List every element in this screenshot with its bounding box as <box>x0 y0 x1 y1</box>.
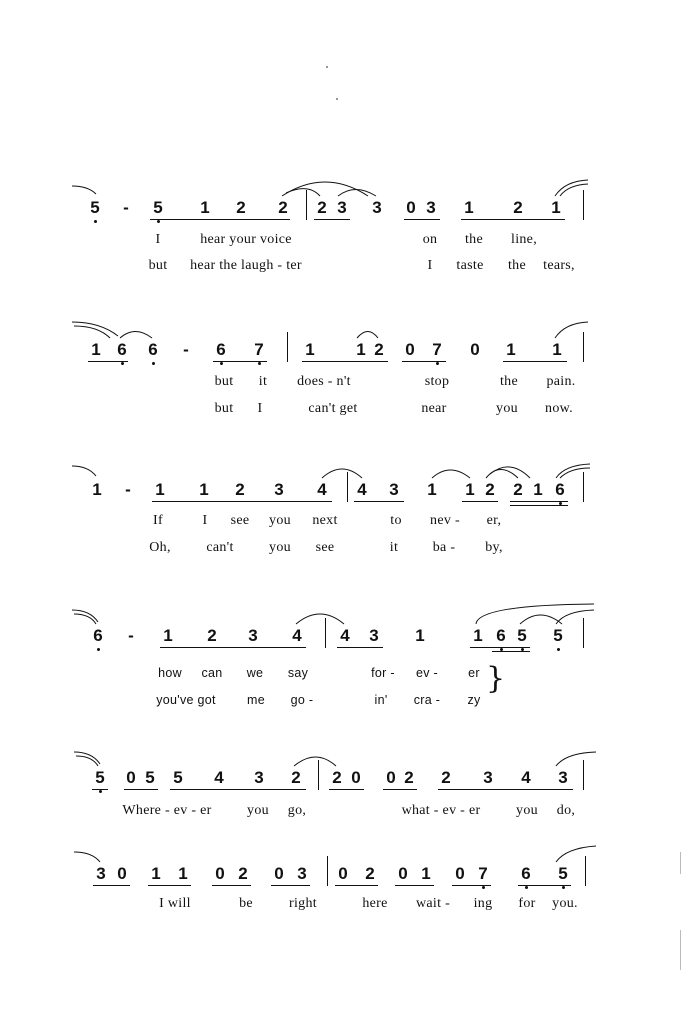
lyric: the <box>507 258 527 273</box>
note: 1 <box>199 480 209 499</box>
note: 1 <box>552 340 562 359</box>
lyric: er <box>468 666 480 680</box>
note: 6 <box>148 340 158 359</box>
beat-underline <box>462 501 498 502</box>
lyric: hear your voice <box>200 232 292 247</box>
note: 0 <box>406 198 416 217</box>
bar-line <box>347 472 348 502</box>
note: 0 <box>470 340 480 359</box>
note: 1 <box>92 480 102 499</box>
lyric: the <box>464 232 484 247</box>
note: 2 <box>278 198 288 217</box>
note: 0 <box>398 864 408 883</box>
note: 6 <box>555 480 565 499</box>
lyric: now. <box>545 401 573 416</box>
lyric: next <box>312 513 338 528</box>
note: 5 <box>90 198 100 217</box>
beat-underline <box>337 647 383 648</box>
beat-underline <box>93 885 130 886</box>
bar-line <box>583 472 584 502</box>
note: 1 <box>427 480 437 499</box>
beat-underline <box>88 361 128 362</box>
note: 0 <box>455 864 465 883</box>
lyric: in' <box>374 693 388 707</box>
lyric: If <box>153 513 163 528</box>
note: 6 <box>496 626 506 645</box>
lyric: stop <box>424 374 450 389</box>
beat-underline <box>492 651 530 652</box>
lyric: hear the laugh - ter <box>190 258 302 273</box>
lyric: ing <box>473 896 493 911</box>
beat-underline <box>150 219 290 220</box>
lyric: tears, <box>543 258 575 273</box>
beat-underline <box>271 885 310 886</box>
lyric: see <box>315 540 335 555</box>
beat-underline <box>395 885 434 886</box>
lyric: for - <box>371 666 395 680</box>
lyric: nev - <box>430 513 460 528</box>
note: 0 <box>351 768 361 787</box>
note: 1 <box>91 340 101 359</box>
beat-underline <box>152 501 332 502</box>
note: 3 <box>426 198 436 217</box>
note: 7 <box>432 340 442 359</box>
note: 4 <box>357 480 367 499</box>
lyric: zy <box>467 693 481 707</box>
note: 1 <box>464 198 474 217</box>
beat-underline <box>461 219 565 220</box>
note: 1 <box>200 198 210 217</box>
beat-underline <box>302 361 388 362</box>
note: 5 <box>145 768 155 787</box>
note: 6 <box>216 340 226 359</box>
low-octave-dot <box>121 362 124 365</box>
note: 3 <box>372 198 382 217</box>
lyric: you <box>269 513 291 528</box>
lyric: pain. <box>546 374 576 389</box>
bar-line <box>287 332 288 362</box>
note: 5 <box>95 768 105 787</box>
note: 1 <box>163 626 173 645</box>
note: 3 <box>558 768 568 787</box>
note: 2 <box>291 768 301 787</box>
note: 1 <box>473 626 483 645</box>
scan-edge-line <box>680 852 681 874</box>
bar-line <box>318 760 319 790</box>
lyric: do, <box>556 803 576 818</box>
scan-speck <box>336 98 338 100</box>
lyric: you <box>247 803 269 818</box>
beat-underline <box>452 885 491 886</box>
lyric: can't <box>206 540 234 555</box>
note: 4 <box>340 626 350 645</box>
bar-line <box>325 618 326 648</box>
low-octave-dot <box>94 220 97 223</box>
low-octave-dot <box>436 362 439 365</box>
lyric: er, <box>486 513 502 528</box>
note: 2 <box>513 198 523 217</box>
beat-underline <box>402 361 446 362</box>
lyric: ev - <box>415 666 439 680</box>
note: 3 <box>297 864 307 883</box>
lyric: see <box>230 513 250 528</box>
beat-underline <box>470 647 530 648</box>
note: 4 <box>521 768 531 787</box>
lyric: line, <box>511 232 537 247</box>
note: 2 <box>236 198 246 217</box>
note: 1 <box>506 340 516 359</box>
note: 2 <box>238 864 248 883</box>
lyric: near <box>421 401 447 416</box>
note: 2 <box>374 340 384 359</box>
lyric: can <box>201 666 223 680</box>
lyric: you <box>496 401 518 416</box>
note: 1 <box>305 340 315 359</box>
beat-underline <box>124 789 158 790</box>
low-octave-dot <box>97 648 100 651</box>
note: 2 <box>317 198 327 217</box>
note: 0 <box>386 768 396 787</box>
lyric: ba - <box>432 540 456 555</box>
note: 3 <box>369 626 379 645</box>
note: 2 <box>404 768 414 787</box>
lyric: I <box>202 513 208 528</box>
note: 3 <box>274 480 284 499</box>
note: 3 <box>248 626 258 645</box>
beat-underline <box>160 647 306 648</box>
note: 2 <box>485 480 495 499</box>
lyric: you <box>516 803 538 818</box>
lyric: be <box>239 896 253 911</box>
note: 4 <box>317 480 327 499</box>
beat-underline <box>314 219 350 220</box>
lyric: you've got <box>156 693 216 707</box>
beat-underline <box>383 789 417 790</box>
note: 6 <box>93 626 103 645</box>
low-octave-dot <box>557 648 560 651</box>
note: 6 <box>117 340 127 359</box>
lyric: me <box>247 693 265 707</box>
beat-underline <box>335 885 378 886</box>
lyric: to <box>390 513 402 528</box>
lyric: say <box>287 666 309 680</box>
lyric: on <box>422 232 438 247</box>
note: 1 <box>533 480 543 499</box>
beat-underline <box>213 361 267 362</box>
scan-edge-line <box>680 930 681 970</box>
dash: - <box>125 480 131 499</box>
dash: - <box>128 626 134 645</box>
beat-underline <box>92 789 108 790</box>
lyric: does - n't <box>297 374 351 389</box>
dash: - <box>123 198 129 217</box>
lyric: it <box>258 374 268 389</box>
note: 0 <box>215 864 225 883</box>
lyric: wait - <box>415 896 451 911</box>
low-octave-dot <box>99 790 102 793</box>
low-octave-dot <box>562 886 565 889</box>
lyric: you <box>269 540 291 555</box>
low-octave-dot <box>482 886 485 889</box>
low-octave-dot <box>258 362 261 365</box>
note: 3 <box>254 768 264 787</box>
lyric: go, <box>287 803 307 818</box>
note: 7 <box>254 340 264 359</box>
low-octave-dot <box>220 362 223 365</box>
beat-underline <box>329 789 364 790</box>
note: 3 <box>483 768 493 787</box>
note: 0 <box>126 768 136 787</box>
bar-line <box>327 856 328 886</box>
note: 5 <box>553 626 563 645</box>
beat-underline <box>170 789 306 790</box>
lyric: I <box>427 258 433 273</box>
dash: - <box>183 340 189 359</box>
lyric: I <box>155 232 161 247</box>
scan-speck <box>326 66 328 68</box>
bar-line <box>585 856 586 886</box>
note: 1 <box>415 626 425 645</box>
lyric: I will <box>159 896 191 911</box>
note: 1 <box>421 864 431 883</box>
note: 2 <box>332 768 342 787</box>
bar-line <box>583 190 584 220</box>
note: 2 <box>513 480 523 499</box>
lyric: can't get <box>308 401 358 416</box>
note: 3 <box>389 480 399 499</box>
note: 1 <box>551 198 561 217</box>
lyric: we <box>246 666 264 680</box>
note: 3 <box>337 198 347 217</box>
note: 2 <box>441 768 451 787</box>
bar-line <box>306 190 307 220</box>
low-octave-dot <box>157 220 160 223</box>
low-octave-dot <box>152 362 155 365</box>
note: 5 <box>517 626 527 645</box>
lyric: for <box>518 896 536 911</box>
lyric: what - ev - er <box>401 803 481 818</box>
beat-underline <box>354 501 404 502</box>
note: 1 <box>356 340 366 359</box>
lyric: cra - <box>413 693 441 707</box>
note: 0 <box>117 864 127 883</box>
lyric: here <box>362 896 388 911</box>
lyric: how <box>158 666 182 680</box>
note: 1 <box>465 480 475 499</box>
beat-underline <box>518 885 571 886</box>
note: 2 <box>207 626 217 645</box>
beat-underline <box>503 361 567 362</box>
lyric: go - <box>290 693 314 707</box>
note: 6 <box>521 864 531 883</box>
note: 4 <box>292 626 302 645</box>
lyric: but <box>214 401 234 416</box>
lyric: Oh, <box>149 540 171 555</box>
bar-line <box>583 332 584 362</box>
lyric: Where - ev - er <box>122 803 212 818</box>
note: 4 <box>214 768 224 787</box>
beat-underline <box>404 219 440 220</box>
beat-underline <box>212 885 251 886</box>
lyric: you. <box>552 896 578 911</box>
note: 1 <box>155 480 165 499</box>
bar-line <box>583 760 584 790</box>
lyric: but <box>214 374 234 389</box>
lyric: the <box>499 374 519 389</box>
note: 2 <box>365 864 375 883</box>
note: 5 <box>153 198 163 217</box>
slur-marks <box>0 0 700 130</box>
note: 0 <box>338 864 348 883</box>
note: 3 <box>96 864 106 883</box>
note: 7 <box>478 864 488 883</box>
beat-underline <box>148 885 191 886</box>
lyric: by, <box>485 540 503 555</box>
note: 0 <box>405 340 415 359</box>
note: 2 <box>235 480 245 499</box>
note: 1 <box>178 864 188 883</box>
verse-brace: } <box>486 661 506 696</box>
lyric: right <box>289 896 317 911</box>
note: 5 <box>173 768 183 787</box>
low-octave-dot <box>525 886 528 889</box>
lyric: it <box>389 540 399 555</box>
beat-underline <box>438 789 573 790</box>
beat-underline <box>510 505 568 506</box>
lyric: taste <box>456 258 484 273</box>
lyric: I <box>257 401 263 416</box>
note: 1 <box>151 864 161 883</box>
note: 0 <box>274 864 284 883</box>
note: 5 <box>558 864 568 883</box>
lyric: but <box>148 258 168 273</box>
beat-underline <box>510 501 568 502</box>
bar-line <box>583 618 584 648</box>
